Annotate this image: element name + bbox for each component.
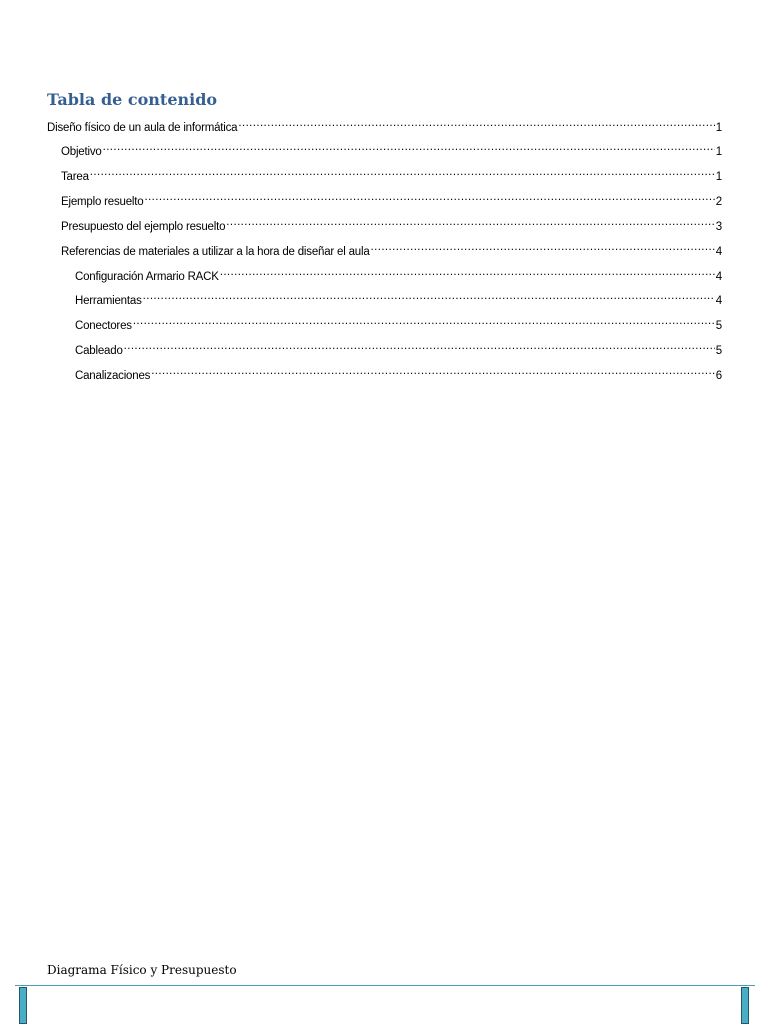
toc-dot-leader [226, 214, 715, 230]
toc-entry-label: Presupuesto del ejemplo resuelto [61, 221, 226, 233]
toc-entry-referencias[interactable] [61, 239, 722, 258]
toc-page-number: 5 [715, 320, 722, 332]
toc-entry-objetivo[interactable] [61, 139, 722, 158]
toc-page-number: 1 [715, 146, 722, 158]
toc-entry-label: Tarea [61, 171, 89, 183]
toc-page-number: 3 [715, 221, 722, 233]
toc-entry-cableado[interactable] [75, 338, 722, 357]
toc-entry-label: Diseño físico de un aula de informática [47, 122, 238, 134]
toc-entry-label: Referencias de materiales a utilizar a la hora de diseñar el aula [61, 246, 370, 258]
toc-dot-leader [103, 139, 715, 155]
toc-page-number: 1 [715, 122, 722, 134]
toc-page-number: 5 [715, 345, 722, 357]
toc-entry-label: Ejemplo resuelto [61, 196, 144, 208]
toc-dot-leader [144, 189, 714, 205]
toc-entry-canalizaciones[interactable] [75, 363, 722, 382]
toc-entry-herramientas[interactable] [75, 288, 722, 307]
toc-page-number: 4 [715, 295, 722, 307]
toc-entry-tarea[interactable] [61, 164, 722, 183]
toc-page-number: 6 [715, 370, 722, 382]
footer-title: Diagrama Físico y Presupuesto [47, 963, 237, 977]
toc-page-number: 2 [715, 196, 722, 208]
toc-entry-label: Conectores [75, 320, 132, 332]
toc-entry-label: Herramientas [75, 295, 142, 307]
toc-page-number: 4 [715, 246, 722, 258]
toc-dot-leader [143, 288, 715, 304]
toc-entry-conectores[interactable] [75, 313, 722, 332]
toc-dot-leader [220, 264, 715, 280]
toc-dot-leader [371, 239, 715, 255]
toc-dot-leader [133, 313, 715, 329]
toc-dot-leader [238, 115, 714, 131]
toc-entry-presupuesto[interactable] [61, 214, 722, 233]
toc-dot-leader [90, 164, 715, 180]
footer-accent-bar-right [741, 987, 749, 1024]
toc-dot-leader [124, 338, 715, 354]
footer-accent-bar-left [19, 987, 27, 1024]
toc-page-number: 4 [715, 271, 722, 283]
toc-page-number: 1 [715, 171, 722, 183]
toc-title: Tabla de contenido [47, 90, 218, 109]
footer-divider [15, 985, 755, 986]
toc-entry-armario-rack[interactable] [75, 264, 722, 283]
toc-entry-label: Cableado [75, 345, 123, 357]
toc-entry-label: Configuración Armario RACK [75, 271, 219, 283]
toc-entry-label: Canalizaciones [75, 370, 151, 382]
toc-entry-label: Objetivo [61, 146, 102, 158]
toc-entry-ejemplo-resuelto[interactable] [61, 189, 722, 208]
toc-entry-diseno-fisico[interactable] [47, 115, 722, 134]
toc-dot-leader [151, 363, 715, 379]
